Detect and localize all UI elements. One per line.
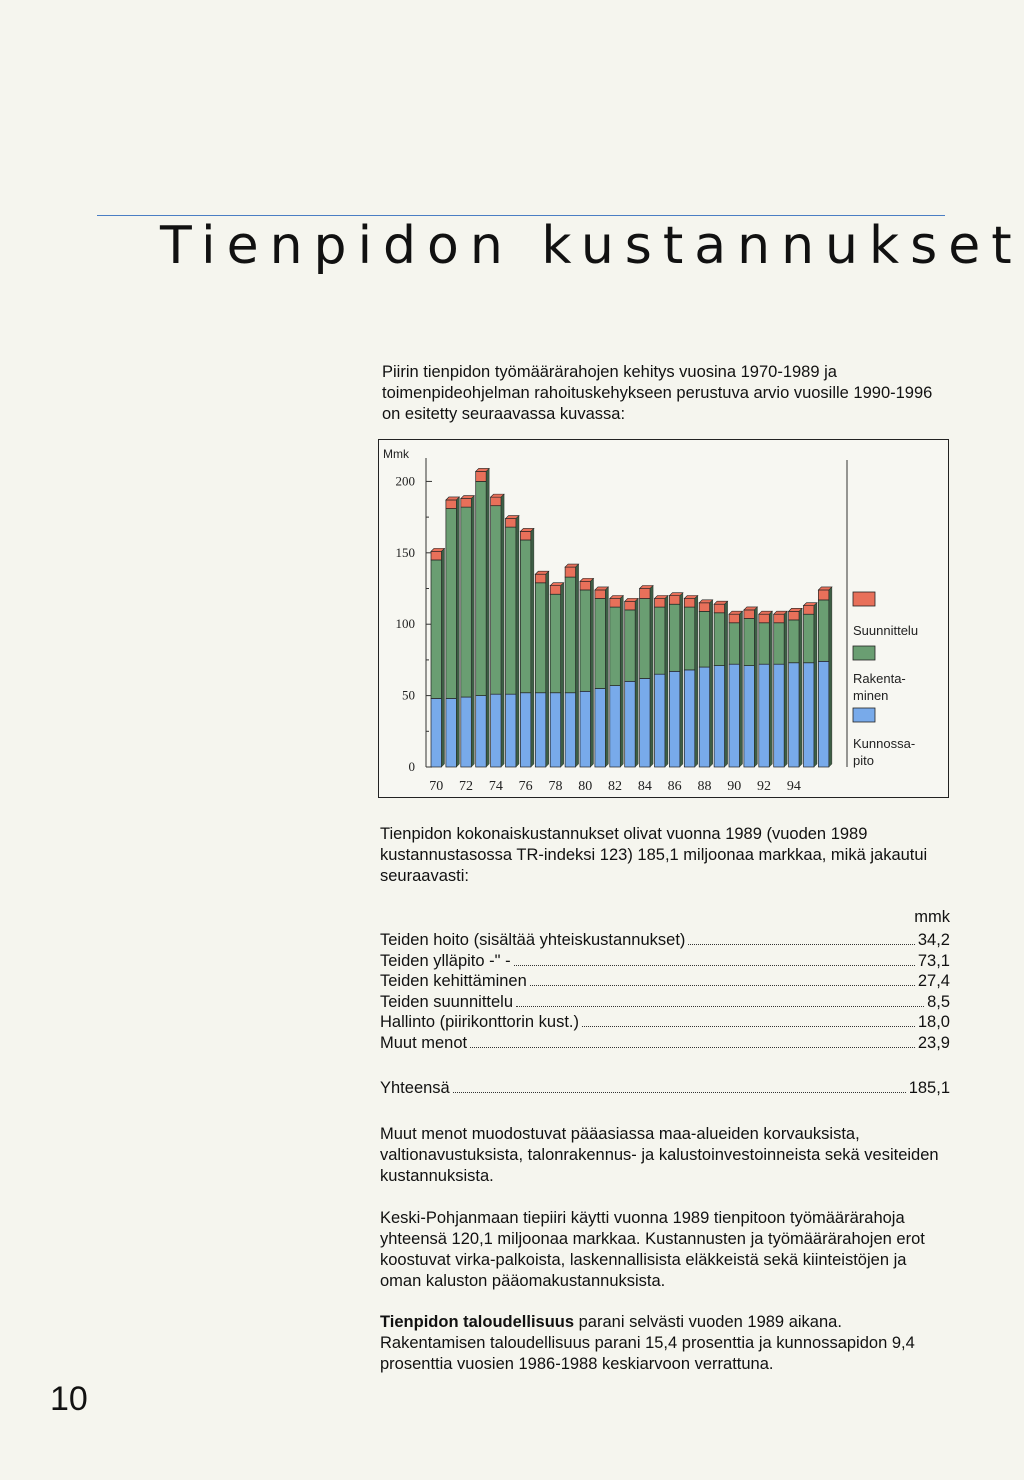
legend-label-kunnossapito: Kunnossa- — [853, 736, 916, 751]
bar-segment-suunnittelu — [714, 604, 725, 613]
breakdown-label: Teiden ylläpito -" - — [380, 951, 511, 970]
bar-side — [650, 586, 653, 767]
bar-segment-suunnittelu — [476, 471, 487, 481]
other-costs-paragraph: Muut menot muodostuvat pääasiassa maa-alueiden korvauksista, valtionavustuksista, talonrakennus- ja kalustoinvestoinneista sekä vesiteiden kustannuksista. — [380, 1125, 939, 1185]
breakdown-row — [380, 971, 950, 992]
bar-side — [442, 548, 445, 767]
bar-segment-suunnittelu — [640, 589, 651, 599]
bar-segment-kunnossapito — [610, 686, 621, 767]
legend-swatch-rakentaminen — [853, 646, 875, 660]
leader-dots — [688, 944, 914, 945]
bar-side — [546, 571, 549, 767]
bar-segment-suunnittelu — [446, 500, 457, 509]
unit-label: mmk — [914, 908, 950, 926]
bar-segment-kunnossapito — [491, 694, 502, 767]
bar-segment-kunnossapito — [655, 674, 666, 767]
bar-segment-suunnittelu — [789, 611, 800, 620]
bar-segment-suunnittelu — [774, 614, 785, 623]
bar-segment-suunnittelu — [804, 606, 815, 615]
bar-side — [680, 593, 683, 767]
bar-segment-suunnittelu — [729, 614, 740, 623]
y-tick-label: 0 — [408, 759, 415, 774]
bar-segment-rakentaminen — [461, 507, 472, 697]
bar-segment-suunnittelu — [669, 596, 680, 605]
x-tick-label: 94 — [786, 779, 801, 794]
bar-segment-kunnossapito — [595, 688, 606, 767]
y-tick-label: 100 — [395, 616, 415, 632]
bar-segment-suunnittelu — [565, 567, 576, 577]
leader-dots — [514, 965, 915, 966]
bar-side — [829, 587, 832, 767]
leader-dots — [470, 1047, 915, 1048]
bar-segment-suunnittelu — [744, 610, 755, 619]
bar-segment-rakentaminen — [520, 540, 531, 693]
bar-segment-suunnittelu — [625, 601, 636, 610]
y-tick-label: 50 — [402, 687, 415, 703]
bar-segment-rakentaminen — [655, 607, 666, 674]
bar-segment-kunnossapito — [550, 693, 561, 767]
bar-side — [754, 607, 757, 767]
y-axis-label: Mmk — [383, 447, 409, 461]
legend-label-kunnossapito: pito — [853, 753, 874, 768]
total-label: Yhteensä — [380, 1079, 450, 1097]
legend-label-rakentaminen: Rakenta- — [853, 671, 906, 686]
bar-side — [814, 603, 817, 767]
breakdown-value: 27,4 — [917, 972, 950, 990]
x-tick-label: 72 — [459, 779, 474, 794]
breakdown-label: Teiden hoito (sisältää yhteiskustannukset) — [380, 931, 686, 949]
bar-segment-rakentaminen — [729, 623, 740, 664]
breakdown-row — [380, 1033, 950, 1054]
bar-segment-kunnossapito — [818, 661, 829, 767]
bar-segment-kunnossapito — [789, 663, 800, 767]
y-tick-label: 200 — [395, 473, 415, 489]
bar-segment-rakentaminen — [759, 623, 770, 664]
bar-side — [591, 578, 594, 767]
bar-side — [725, 601, 728, 767]
x-tick-label: 88 — [697, 779, 712, 794]
legend-label-rakentaminen: minen — [853, 688, 889, 703]
bar-segment-suunnittelu — [520, 531, 531, 540]
economy-paragraph — [380, 1312, 950, 1375]
bar-segment-kunnossapito — [640, 678, 651, 767]
bar-segment-rakentaminen — [640, 599, 651, 679]
breakdown-row — [380, 992, 950, 1013]
bar-segment-suunnittelu — [550, 586, 561, 595]
total-value: 185,1 — [908, 1079, 950, 1097]
economy-bold-lead: Tienpidon taloudellisuus — [380, 1313, 575, 1331]
bar-side — [635, 598, 638, 767]
bar-segment-rakentaminen — [476, 481, 487, 695]
bar-segment-kunnossapito — [684, 670, 695, 767]
bar-segment-rakentaminen — [625, 610, 636, 681]
bar-side — [471, 496, 474, 767]
bar-segment-rakentaminen — [714, 613, 725, 666]
bar-segment-rakentaminen — [744, 618, 755, 665]
breakdown-label: Hallinto (piirikonttorin kust.) — [380, 1013, 579, 1031]
bar-side — [456, 497, 459, 767]
bar-segment-rakentaminen — [431, 560, 442, 699]
bar-segment-kunnossapito — [580, 691, 591, 767]
bar-segment-suunnittelu — [684, 599, 695, 608]
bar-segment-rakentaminen — [595, 599, 606, 689]
breakdown-label: Teiden kehittäminen — [380, 972, 527, 990]
legend-label-suunnittelu: Suunnittelu — [853, 623, 919, 638]
y-tick-label: 150 — [395, 544, 415, 560]
bar-segment-rakentaminen — [446, 509, 457, 699]
bar-segment-rakentaminen — [669, 604, 680, 671]
x-tick-label: 90 — [727, 779, 742, 794]
total-leader-dots — [453, 1092, 906, 1093]
breakdown-value: 18,0 — [917, 1013, 950, 1031]
district-paragraph: Keski-Pohjanmaan tiepiiri käytti vuonna 1989 tienpitoon työmäärärahoja yhteensä 120,1 miljoonaa markkaa. Kustannusten ja työmäärärahojen erot koostuvat virka-palkoista, laskennallisista eläkkeistä sekä kiinteistöjen ja oman kaluston pääomakustannuksista. — [380, 1209, 925, 1290]
bar-segment-rakentaminen — [684, 607, 695, 670]
page-title: Tienpidon kustannukset — [160, 216, 1023, 276]
bar-segment-kunnossapito — [446, 698, 457, 767]
legend-swatch-suunnittelu — [853, 592, 875, 606]
breakdown-label: Teiden suunnittelu — [380, 992, 514, 1011]
bar-segment-kunnossapito — [520, 693, 531, 767]
breakdown-value: 23,9 — [917, 1033, 950, 1052]
x-tick-label: 78 — [548, 779, 563, 794]
costs-intro-paragraph: Tienpidon kokonaiskustannukset olivat vuonna 1989 (vuoden 1989 kustannustasossa TR-indeksi 123) 185,1 miljoonaa markkaa, mikä jakautui seuraavasti: — [380, 825, 928, 885]
breakdown-row — [380, 951, 950, 972]
bar-segment-suunnittelu — [610, 599, 621, 608]
breakdown-label: Muut menot — [380, 1033, 468, 1052]
x-tick-label: 82 — [608, 779, 623, 794]
bar-segment-kunnossapito — [714, 666, 725, 767]
chart-svg — [379, 440, 950, 799]
bar-segment-suunnittelu — [655, 599, 666, 608]
x-tick-label: 76 — [518, 779, 533, 794]
bar-segment-kunnossapito — [699, 667, 710, 767]
bar-side — [576, 564, 579, 767]
bar-segment-suunnittelu — [431, 551, 442, 560]
bar-segment-suunnittelu — [699, 603, 710, 612]
bar-segment-kunnossapito — [565, 693, 576, 767]
bar-segment-suunnittelu — [535, 574, 546, 583]
bar-side — [784, 611, 787, 767]
cost-chart — [378, 439, 949, 798]
bar-segment-rakentaminen — [535, 583, 546, 693]
bar-side — [531, 528, 534, 767]
bar-segment-kunnossapito — [476, 696, 487, 767]
bar-segment-kunnossapito — [625, 681, 636, 767]
bar-segment-rakentaminen — [580, 590, 591, 691]
bar-segment-kunnossapito — [729, 664, 740, 767]
bar-segment-kunnossapito — [431, 698, 442, 767]
leader-dots — [516, 1006, 924, 1007]
total-row — [380, 1078, 950, 1099]
bar-side — [486, 468, 489, 767]
bar-side — [665, 596, 668, 767]
bar-side — [695, 596, 698, 767]
x-tick-label: 74 — [488, 779, 503, 794]
bar-segment-kunnossapito — [506, 694, 517, 767]
x-tick-label: 70 — [429, 779, 444, 794]
bar-segment-rakentaminen — [565, 577, 576, 693]
x-tick-label: 80 — [578, 779, 593, 794]
bar-segment-suunnittelu — [595, 590, 606, 599]
bar-segment-rakentaminen — [774, 623, 785, 664]
bar-side — [620, 596, 623, 767]
bar-segment-rakentaminen — [491, 506, 502, 694]
bar-segment-suunnittelu — [491, 497, 502, 506]
breakdown-value: 34,2 — [917, 931, 950, 949]
bar-side — [740, 611, 743, 767]
bar-side — [561, 583, 564, 767]
cost-breakdown — [380, 908, 950, 1053]
bar-segment-rakentaminen — [818, 600, 829, 661]
bar-side — [710, 600, 713, 767]
page-number: 10 — [50, 1380, 88, 1418]
bar-segment-rakentaminen — [550, 594, 561, 693]
bar-segment-rakentaminen — [699, 611, 710, 667]
breakdown-row — [380, 1012, 950, 1033]
bar-segment-kunnossapito — [804, 663, 815, 767]
bar-segment-kunnossapito — [669, 671, 680, 767]
x-tick-label: 84 — [637, 779, 652, 794]
bar-side — [605, 587, 608, 767]
bar-segment-kunnossapito — [774, 664, 785, 767]
breakdown-value: 8,5 — [927, 992, 950, 1011]
breakdown-row — [380, 930, 950, 951]
breakdown-value: 73,1 — [917, 951, 950, 970]
leader-dots — [582, 1026, 915, 1027]
bar-segment-rakentaminen — [789, 620, 800, 663]
bar-segment-kunnossapito — [759, 664, 770, 767]
bar-side — [516, 516, 519, 767]
bar-segment-suunnittelu — [506, 519, 517, 528]
x-tick-label: 86 — [667, 779, 682, 794]
bar-segment-kunnossapito — [744, 666, 755, 767]
legend-swatch-kunnossapito — [853, 708, 875, 722]
bar-side — [769, 611, 772, 767]
bar-segment-rakentaminen — [804, 614, 815, 663]
bar-segment-kunnossapito — [535, 693, 546, 767]
bar-segment-suunnittelu — [818, 590, 829, 600]
bar-segment-suunnittelu — [759, 614, 770, 623]
bar-segment-rakentaminen — [610, 607, 621, 686]
bar-side — [501, 494, 504, 767]
bar-side — [799, 608, 802, 767]
bar-segment-suunnittelu — [461, 499, 472, 508]
intro-paragraph: Piirin tienpidon työmäärärahojen kehitys vuosina 1970-1989 ja toimenpideohjelman rahoituskehykseen perustuva arvio vuosille 1990-1996 on esitetty seuraavassa kuvassa: — [382, 363, 933, 423]
bar-segment-kunnossapito — [461, 697, 472, 767]
leader-dots — [530, 985, 915, 986]
bar-segment-rakentaminen — [506, 527, 517, 694]
bar-segment-suunnittelu — [580, 581, 591, 590]
x-tick-label: 92 — [757, 779, 772, 794]
economy-text: parani selvästi vuoden 1989 aikana. Rakentamisen taloudellisuus parani 15,4 prosenttia ja kunnossapidon 9,4 prosenttia vuosien 1986-1988 keskiarvoon verrattuna. — [380, 1313, 915, 1373]
